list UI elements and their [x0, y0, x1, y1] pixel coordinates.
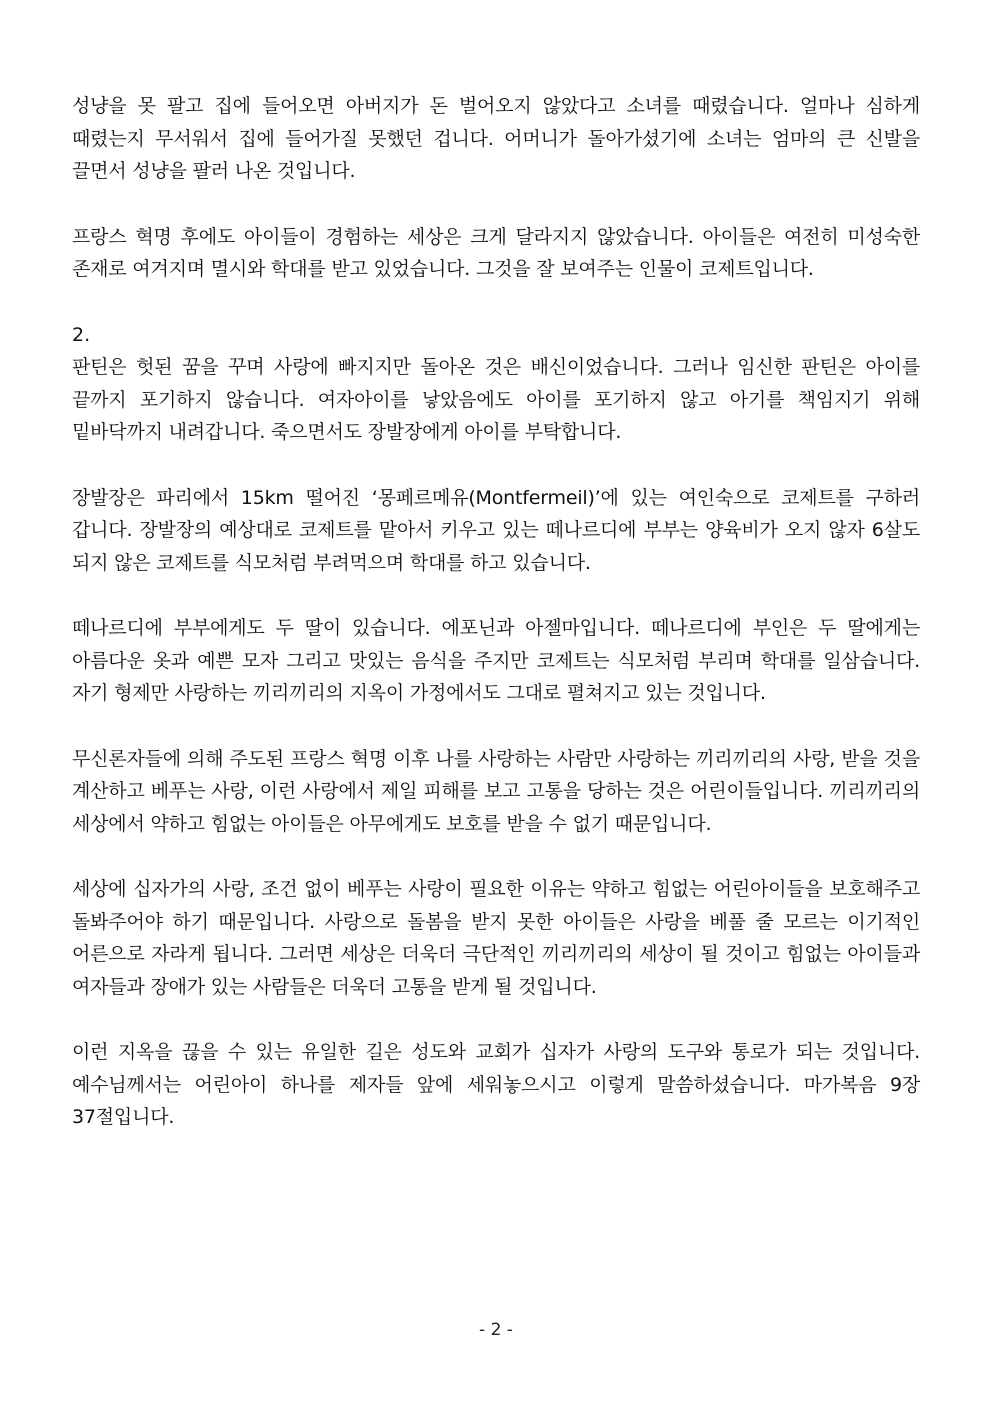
- page-number: - 2 -: [479, 1320, 513, 1340]
- paragraph-3: 판틴은 헛된 꿈을 꾸며 사랑에 빠지지만 돌아온 것은 배신이었습니다. 그러나 임신한 판틴은 아이를 끝까지 포기하지 않습니다. 여자아이를 낳았음에도 아이를 포기하지 않고 아기를 책임지기 위해 밑바닥까지 내려갑니다. 죽으면서도 장발장에게 아이를 부탁합니다.: [72, 356, 920, 443]
- paragraph-6: 무신론자들에 의해 주도된 프랑스 혁명 이후 나를 사랑하는 사람만 사랑하는 끼리끼리의 사랑, 받을 것을 계산하고 베푸는 사랑, 이런 사랑에서 제일 피해를 보고 고통을 당하는 것은 어린이들입니다. 끼리끼리의 세상에서 약하고 힘없는 아이들은 아무에게도 보호를 받을 수 없기 때문입니다.: [72, 747, 920, 835]
- paragraph-1: 성냥을 못 팔고 집에 들어오면 아버지가 돈 벌어오지 않았다고 소녀를 때렸습니다. 얼마나 심하게 때렸는지 무서워서 집에 들어가질 못했던 겁니다. 어머니가 돌아가셨기에 소녀는 엄마의 큰 신발을 끌면서 성냥을 팔러 나온 것입니다.: [72, 95, 920, 182]
- paragraph-2: 프랑스 혁명 후에도 아이들이 경험하는 세상은 크게 달라지지 않았습니다. 아이들은 여전히 미성숙한 존재로 여겨지며 멸시와 학대를 받고 있었습니다. 그것을 잘 보여주는 인물이 코제트입니다.: [72, 225, 920, 280]
- paragraph-7: 세상에 십자가의 사랑, 조건 없이 베푸는 사랑이 필요한 이유는 약하고 힘없는 어린아이들을 보호해주고 돌봐주어야 하기 때문입니다. 사랑으로 돌봄을 받지 못한 아이들은 사랑을 베풀 줄 모르는 이기적인 어른으로 자라게 됩니다. 그러면 세상은 더욱더 극단적인 끼리끼리의 세상이 될 것이고 힘없는 아이들과 여자들과 장애가 있는 사람들은 더욱더 고통을 받게 될 것입니다.: [72, 878, 920, 998]
- paragraph-4: 장발장은 파리에서 15km 떨어진 ‘몽페르메유(Montfermeil)’에 있는 여인숙으로 코제트를 구하러 갑니다. 장발장의 예상대로 코제트를 맡아서 키우고 있는 떼나르디에 부부는 양육비가 오지 않자 6살도 되지 않은 코제트를 식모처럼 부려먹으며 학대를 하고 있습니다.: [72, 486, 920, 574]
- paragraph-8: 이런 지옥을 끊을 수 있는 유일한 길은 성도와 교회가 십자가 사랑의 도구와 통로가 되는 것입니다. 예수님께서는 어린아이 하나를 제자들 앞에 세워놓으시고 이렇게 말씀하셨습니다. 마가복음 9장 37절입니다.: [72, 1041, 920, 1128]
- section-number: 2.: [72, 323, 91, 346]
- document-body: [72, 90, 920, 1134]
- paragraph-5: 떼나르디에 부부에게도 두 딸이 있습니다. 에포닌과 아젤마입니다. 떼나르디에 부인은 두 딸에게는 아름다운 옷과 예쁜 모자 그리고 맛있는 음식을 주지만 코제트는 식모처럼 부리며 학대를 일삼습니다. 자기 형제만 사랑하는 끼리끼리의 지옥이 가정에서도 그대로 펼쳐지고 있는 것입니다.: [72, 617, 920, 704]
